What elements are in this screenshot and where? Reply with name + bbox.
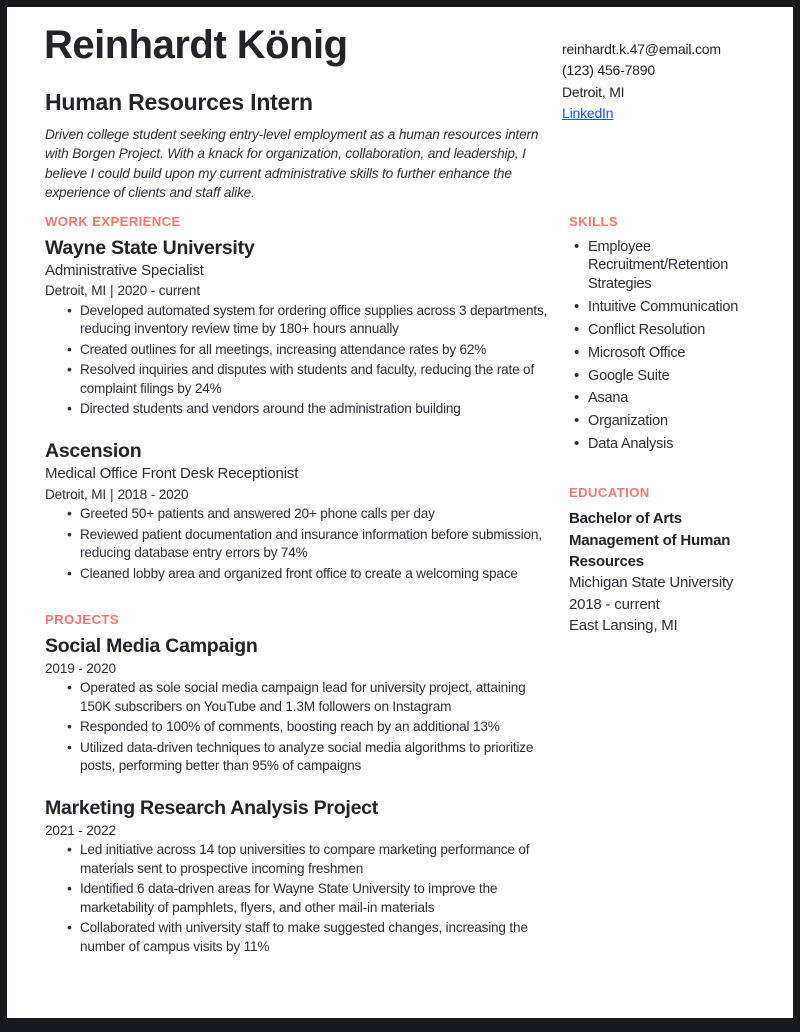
project-bullets (45, 841, 550, 956)
work-experience-section (45, 215, 550, 583)
linkedin-link[interactable]: LinkedIn (562, 104, 614, 121)
project-entry (45, 797, 550, 957)
project-dates: 2021 - 2022 (45, 822, 116, 838)
contact-phone: (123) 456-7890 (562, 62, 655, 79)
work-meta (45, 282, 550, 300)
work-meta (45, 486, 550, 504)
work-role: Medical Office Front Desk Receptionist (45, 464, 299, 482)
work-bullets (45, 302, 550, 419)
projects-section (45, 613, 550, 956)
skill-item: • Microsoft Office (569, 344, 785, 363)
candidate-job-title: Human Resources Intern (45, 89, 313, 115)
bullet-item: • Utilized data-driven techniques to analyze social media algorithms to prioritize posts, performing better than 95% of campaigns (45, 739, 550, 776)
work-experience-heading: WORK EXPERIENCE (45, 214, 181, 229)
education-school: Michigan State University (569, 574, 734, 592)
skills-heading: SKILLS (569, 214, 618, 229)
bullet-item: • Responded to 100% of comments, boosting reach by an additional 13% (45, 718, 550, 736)
project-title: Social Media Campaign (45, 634, 258, 657)
bullet-item: • Greeted 50+ patients and answered 20+ phone calls per day (45, 505, 550, 523)
work-location: Detroit, MI (45, 283, 107, 299)
contact-email: reinhardt.k.47@email.com (562, 41, 721, 57)
skills-list (569, 238, 785, 454)
skill-item: • Data Analysis (569, 435, 785, 454)
contact-location: Detroit, MI (562, 83, 625, 100)
skill-item: • Conflict Resolution (569, 321, 785, 340)
bullet-item: • Collaborated with university staff to make suggested changes, increasing the number of campus visits by 11% (45, 919, 550, 956)
education-degree: Bachelor of Arts (569, 510, 682, 528)
work-bullets (45, 505, 550, 583)
work-organization: Wayne State University (45, 236, 255, 259)
professional-summary: Driven college student seeking entry-level employment as a human resources intern with Borgen Project. With a knack for organization, collaboration, and leadership, I believe I could build upon my current administrative skills to further enhance the experience of clients and staff alike. (45, 127, 539, 200)
work-location: Detroit, MI (45, 486, 107, 502)
skill-item: • Google Suite (569, 367, 785, 386)
resume-sheet (7, 7, 793, 1018)
education-dates: 2018 - current (569, 595, 660, 613)
skill-item: • Employee Recruitment/Retention Strategies (569, 238, 785, 295)
bullet-item: • Reviewed patient documentation and insurance information before submission, reducing database entry errors by 74% (45, 526, 550, 563)
education-heading: EDUCATION (569, 484, 650, 500)
project-entry (45, 635, 550, 776)
bullet-item: • Directed students and vendors around the administration building (45, 400, 550, 418)
bullet-item: • Developed automated system for ordering office supplies across 3 departments, reducing inventory review time by 180+ hours annually (45, 302, 550, 339)
education-field: Management of Human Resources (569, 531, 731, 571)
work-entry (45, 440, 550, 583)
skills-section (569, 215, 785, 454)
sidebar-column (569, 215, 785, 636)
work-role: Administrative Specialist (45, 261, 204, 279)
work-entry (45, 237, 550, 419)
section-spacer (45, 585, 550, 613)
projects-heading: PROJECTS (45, 612, 119, 628)
skill-item: • Asana (569, 389, 785, 408)
project-bullets (45, 679, 550, 775)
candidate-name: Reinhardt König (44, 23, 348, 67)
project-title: Marketing Research Analysis Project (45, 796, 379, 819)
work-dates: 2020 - current (117, 283, 200, 299)
bullet-item: • Led initiative across 14 top universities to compare marketing performance of materials sent to prospective incoming freshmen (45, 841, 550, 878)
project-dates: 2019 - 2020 (45, 660, 116, 676)
skill-item: • Intuitive Communication (569, 298, 785, 317)
education-section (569, 486, 785, 636)
work-organization: Ascension (45, 439, 142, 462)
bullet-item: • Resolved inquiries and disputes with students and faculty, reducing the rate of complaint filings by 24% (45, 361, 550, 398)
main-column (45, 215, 550, 958)
meta-separator: | (110, 283, 114, 299)
contact-block (562, 39, 787, 124)
work-dates: 2018 - 2020 (117, 486, 189, 502)
meta-separator: | (110, 486, 114, 502)
bullet-item: • Identified 6 data-driven areas for Wayne State University to improve the marketability of pamphlets, flyers, and other mail-in materials (45, 880, 550, 917)
bullet-item: • Cleaned lobby area and organized front office to create a welcoming space (45, 565, 550, 583)
education-location: East Lansing, MI (569, 616, 678, 634)
bullet-item: • Operated as sole social media campaign lead for university project, attaining 150K subscribers on YouTube and 1.3M followers on Instagram (45, 679, 550, 716)
bullet-item: • Created outlines for all meetings, increasing attendance rates by 62% (45, 341, 550, 359)
section-spacer (569, 458, 785, 486)
skill-item: • Organization (569, 412, 785, 431)
